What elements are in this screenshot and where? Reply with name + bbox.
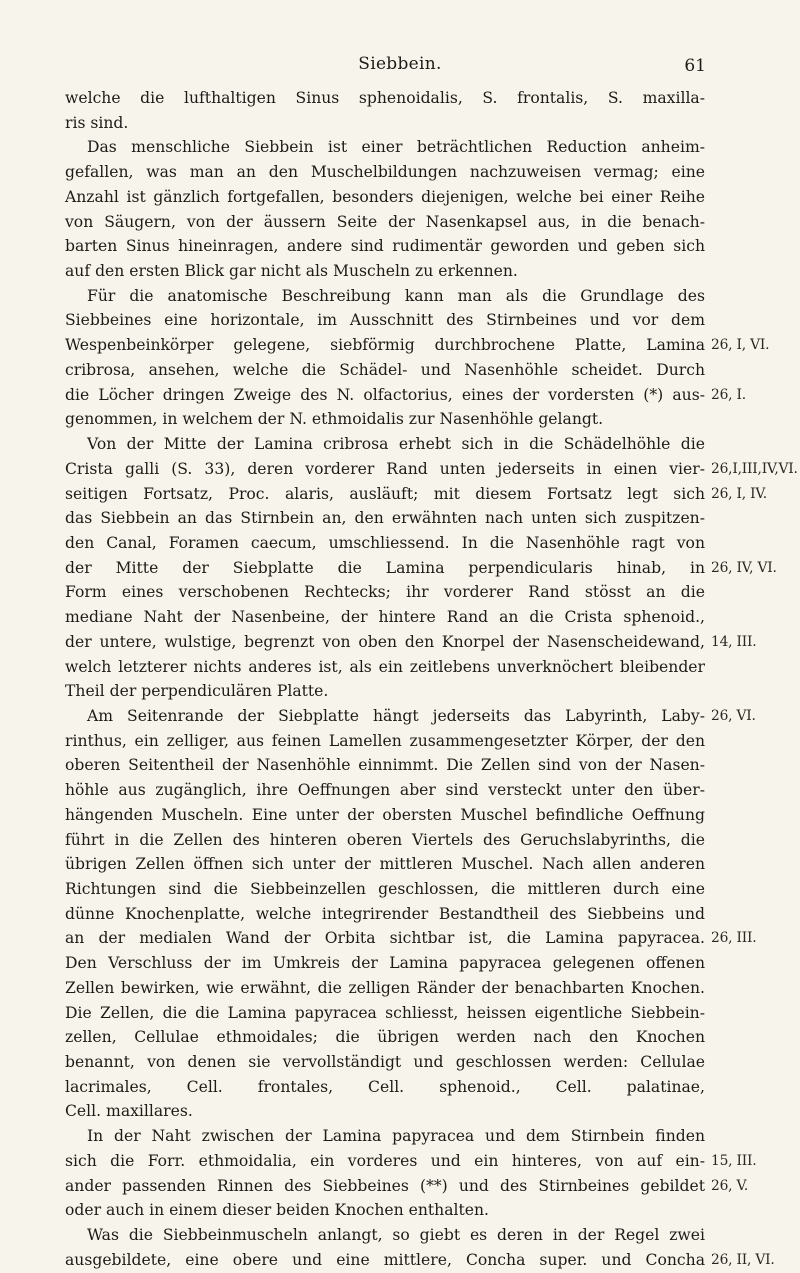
margin-reference: 26, VI. xyxy=(711,707,756,724)
text-line xyxy=(65,86,800,111)
line-text: ausgebildete, eine obere und eine mittlere, Concha super. und Concha xyxy=(65,1250,705,1269)
line-text: ris sind. xyxy=(65,113,129,132)
text-line xyxy=(65,234,800,259)
line-text: mediane Naht der Nasenbeine, der hintere Rand an die Crista sphenoid., xyxy=(65,608,705,627)
text-line xyxy=(65,655,800,680)
margin-reference: 26, IV, VI. xyxy=(711,559,777,576)
text-line xyxy=(65,1149,800,1174)
text-line xyxy=(65,1198,800,1223)
line-text: Wespenbeinkörper gelegene, siebförmig durchbrochene Platte, Lamina xyxy=(65,336,705,355)
margin-reference: 26,I,III,IV,VI. xyxy=(711,460,798,477)
text-line xyxy=(65,580,800,605)
text-line xyxy=(65,976,800,1001)
margin-reference: 26, II, VI. xyxy=(711,1251,775,1268)
text-line xyxy=(65,482,800,507)
line-text: Für die anatomische Beschreibung kann man als die Grundlage des xyxy=(87,286,705,305)
line-text: der untere, wulstige, begrenzt von oben den Knorpel der Nasenscheidewand, xyxy=(65,632,705,651)
line-text: sich die Forr. ethmoidalia, ein vorderes und ein hinteres, von auf ein- xyxy=(65,1151,705,1170)
line-text: das Siebbein an das Stirnbein an, den erwähnten nach unten sich zuspitzen- xyxy=(65,509,705,528)
body-text xyxy=(65,86,800,1273)
text-line xyxy=(65,407,800,432)
line-text: Form eines verschobenen Rechtecks; ihr vorderer Rand stösst an die xyxy=(65,583,705,602)
line-text: welche die lufthaltigen Sinus sphenoidalis, S. frontalis, S. maxilla- xyxy=(65,89,705,107)
text-line xyxy=(65,531,800,556)
line-text: Anzahl ist gänzlich fortgefallen, besonders diejenigen, welche bei einer Reihe xyxy=(65,187,705,206)
text-line xyxy=(65,828,800,853)
text-line xyxy=(65,679,800,704)
text-line xyxy=(65,926,800,951)
line-text: Den Verschluss der im Umkreis der Lamina papyracea gelegenen offenen xyxy=(65,954,705,973)
margin-reference: 26, III. xyxy=(711,930,757,947)
text-line xyxy=(65,308,800,333)
text-line xyxy=(65,704,800,729)
line-text: oder auch in einem dieser beiden Knochen enthalten. xyxy=(65,1201,489,1220)
line-text: von Säugern, von der äussern Seite der Nasenkapsel aus, in die benach- xyxy=(65,212,705,231)
margin-reference: 26, I, VI. xyxy=(711,337,770,354)
text-line xyxy=(65,1124,800,1149)
text-line xyxy=(65,902,800,927)
margin-reference: 26, V. xyxy=(711,1177,749,1194)
line-text: zellen, Cellulae ethmoidales; die übrigen werden nach den Knochen xyxy=(65,1028,705,1047)
line-text: cribrosa, ansehen, welche die Schädel- und Nasenhöhle scheidet. Durch xyxy=(65,360,705,379)
margin-reference: 26, I, IV. xyxy=(711,485,767,502)
text-line xyxy=(65,1075,800,1100)
line-text: seitigen Fortsatz, Proc. alaris, ausläuft; mit diesem Fortsatz legt sich xyxy=(65,484,705,503)
text-line xyxy=(65,284,800,309)
text-line xyxy=(65,803,800,828)
line-text: Crista galli (S. 33), deren vorderer Rand unten jederseits in einen vier- xyxy=(65,459,705,478)
text-line xyxy=(65,210,800,235)
text-line xyxy=(65,457,800,482)
line-text: barten Sinus hineinragen, andere sind rudimentär geworden und geben sich xyxy=(65,237,705,256)
line-text: Cell. maxillares. xyxy=(65,1102,193,1121)
text-line xyxy=(65,383,800,408)
text-line xyxy=(65,729,800,754)
text-line xyxy=(65,160,800,185)
text-line xyxy=(65,1099,800,1124)
margin-reference: 14, III. xyxy=(711,633,757,650)
line-text: führt in die Zellen des hinteren oberen Viertels des Geruchslabyrinths, die xyxy=(65,830,705,849)
text-line xyxy=(65,111,800,136)
line-text: dünne Knochenplatte, welche integrirender Bestandtheil des Siebbeins und xyxy=(65,904,705,923)
line-text: Von der Mitte der Lamina cribrosa erhebt sich in die Schädelhöhle die xyxy=(87,435,705,454)
text-line xyxy=(65,778,800,803)
running-head xyxy=(0,54,800,80)
text-line xyxy=(65,605,800,630)
line-text: Die Zellen, die die Lamina papyracea schliesst, heissen eigentliche Siebbein- xyxy=(65,1003,705,1022)
line-text: welch letzterer nichts anderes ist, als ein zeitlebens unverknöchert bleibender xyxy=(65,657,705,676)
line-text: auf den ersten Blick gar nicht als Muscheln zu erkennen. xyxy=(65,262,518,281)
line-text: höhle aus zugänglich, ihre Oeffnungen aber sind versteckt unter den über- xyxy=(65,781,705,800)
line-text: In der Naht zwischen der Lamina papyracea und dem Stirnbein finden xyxy=(87,1127,705,1146)
line-text: Das menschliche Siebbein ist einer beträchtlichen Reduction anheim- xyxy=(87,138,705,157)
margin-reference: 26, I. xyxy=(711,386,746,403)
text-line xyxy=(65,432,800,457)
line-text: lacrimales, Cell. frontales, Cell. sphenoid., Cell. palatinae, xyxy=(65,1077,705,1096)
text-line xyxy=(65,852,800,877)
line-text: hängenden Muscheln. Eine unter der obersten Muschel befindliche Oeffnung xyxy=(65,805,705,824)
text-line xyxy=(65,1223,800,1248)
line-text: an der medialen Wand der Orbita sichtbar ist, die Lamina papyracea. xyxy=(65,929,705,948)
line-text: Richtungen sind die Siebbeinzellen geschlossen, die mittleren durch eine xyxy=(65,880,705,898)
line-text: übrigen Zellen öffnen sich unter der mittleren Muschel. Nach allen anderen xyxy=(65,855,705,874)
text-line xyxy=(65,358,800,383)
line-text: genommen, in welchem der N. ethmoidalis zur Nasenhöhle gelangt. xyxy=(65,410,604,429)
line-text: rinthus, ein zelliger, aus feinen Lamellen zusammengesetzter Körper, der den xyxy=(65,731,705,750)
text-line xyxy=(65,753,800,778)
text-line xyxy=(65,1248,800,1273)
text-line xyxy=(65,556,800,581)
line-text: den Canal, Foramen caecum, umschliessend. In die Nasenhöhle ragt von xyxy=(65,533,705,552)
page-number: 61 xyxy=(684,56,706,76)
line-text: benannt, von denen sie vervollständigt und geschlossen werden: Cellulae xyxy=(65,1053,705,1072)
text-line xyxy=(65,259,800,284)
line-text: ander passenden Rinnen des Siebbeines (**) und des Stirnbeines gebildet xyxy=(65,1176,705,1195)
line-text: Siebbeines eine horizontale, im Ausschnitt des Stirnbeines und vor dem xyxy=(65,311,705,330)
text-line xyxy=(65,506,800,531)
text-line xyxy=(65,951,800,976)
line-text: Zellen bewirken, wie erwähnt, die zelligen Ränder der benachbarten Knochen. xyxy=(65,978,705,997)
line-text: Was die Siebbeinmuscheln anlangt, so giebt es deren in der Regel zwei xyxy=(87,1226,705,1245)
margin-reference: 15, III. xyxy=(711,1152,757,1169)
text-line xyxy=(65,135,800,160)
page-header-title: Siebbein. xyxy=(358,54,442,74)
line-text: Am Seitenrande der Siebplatte hängt jederseits das Labyrinth, Laby- xyxy=(87,706,705,725)
text-line xyxy=(65,630,800,655)
text-line xyxy=(65,333,800,358)
text-line xyxy=(65,877,800,902)
line-text: die Löcher dringen Zweige des N. olfactorius, eines der vordersten (*) aus- xyxy=(65,385,705,404)
text-line xyxy=(65,1174,800,1199)
line-text: gefallen, was man an den Muschelbildungen nachzuweisen vermag; eine xyxy=(65,163,705,182)
line-text: Theil der perpendiculären Platte. xyxy=(65,682,329,701)
text-line xyxy=(65,1025,800,1050)
text-line xyxy=(65,185,800,210)
text-line xyxy=(65,1050,800,1075)
line-text: der Mitte der Siebplatte die Lamina perpendicularis hinab, in xyxy=(65,558,705,577)
text-line xyxy=(65,1001,800,1026)
line-text: oberen Seitentheil der Nasenhöhle einnimmt. Die Zellen sind von der Nasen- xyxy=(65,756,705,775)
